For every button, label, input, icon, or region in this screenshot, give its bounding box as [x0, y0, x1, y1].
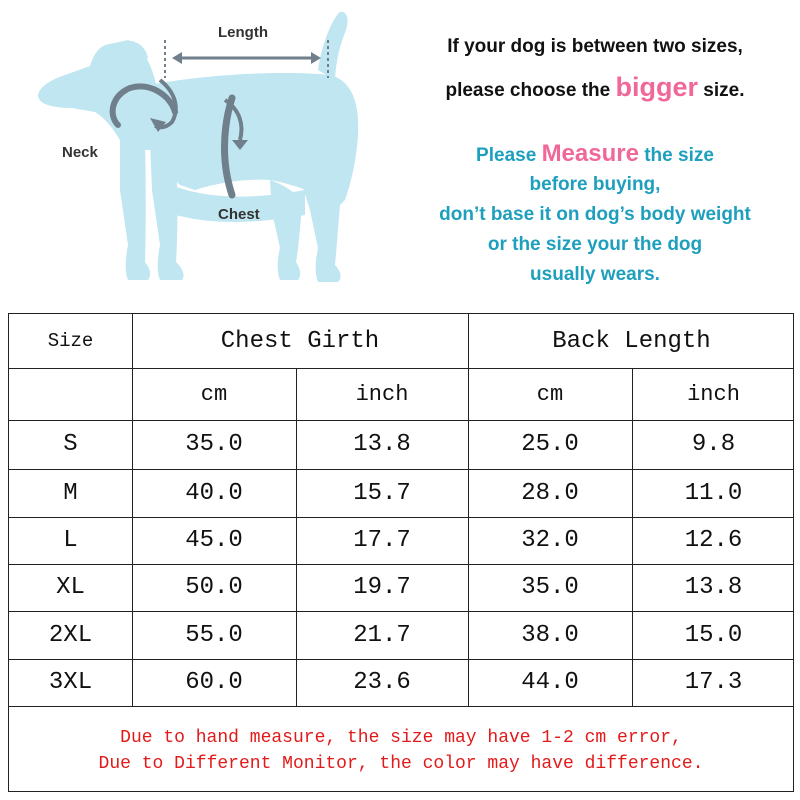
note-line-5: don’t base it on dog’s body weight — [439, 204, 751, 225]
table-row — [9, 469, 793, 517]
chest-inch-cell: 23.6 — [353, 669, 411, 696]
table-header-row — [9, 314, 793, 368]
chest-inch-cell: 17.7 — [353, 527, 411, 554]
table-row — [9, 564, 793, 611]
chest-inch-cell: 19.7 — [353, 574, 411, 601]
table-row — [9, 611, 793, 659]
unit-back-cm: cm — [536, 381, 564, 407]
chest-cm-cell: 45.0 — [185, 527, 243, 554]
chest-cm-cell: 35.0 — [185, 431, 243, 458]
size-cell: S — [63, 431, 78, 458]
back-cm-cell: 32.0 — [521, 527, 579, 554]
note-line-2-pre: please choose the — [445, 80, 611, 101]
length-label: Length — [218, 24, 268, 41]
back-inch-cell: 15.0 — [684, 621, 743, 649]
chest-inch-cell: 21.7 — [353, 621, 411, 649]
note-line-1: If your dog is between two sizes, — [447, 36, 743, 57]
size-cell: 3XL — [48, 669, 93, 696]
chest-inch-cell: 15.7 — [353, 479, 411, 507]
unit-chest-cm: cm — [200, 381, 228, 407]
note-line-3-pre: Please — [476, 145, 537, 166]
header-size: Size — [47, 330, 94, 352]
size-table — [8, 313, 794, 792]
note-line-7: usually wears. — [530, 264, 660, 285]
size-cell: 2XL — [48, 621, 93, 649]
chest-cm-cell: 50.0 — [185, 574, 243, 601]
note-line-3-post: the size — [644, 145, 714, 166]
unit-chest-inch: inch — [355, 381, 409, 407]
unit-back-inch: inch — [687, 381, 740, 407]
chest-cm-cell: 55.0 — [185, 621, 243, 649]
back-inch-cell: 9.8 — [691, 431, 736, 458]
note-line-4: before buying, — [529, 174, 661, 195]
dog-illustration — [0, 0, 390, 300]
table-units-row — [9, 368, 793, 420]
note-highlight-bigger: bigger — [615, 72, 699, 102]
size-cell: M — [63, 479, 78, 507]
note-line-6: or the size your the dog — [487, 234, 703, 255]
dog-measurement-figure — [0, 0, 390, 300]
back-inch-cell: 12.6 — [684, 527, 743, 554]
length-arrow-icon — [165, 40, 328, 78]
chest-inch-cell: 13.8 — [353, 431, 411, 458]
table-row — [9, 420, 793, 469]
size-cell: XL — [56, 574, 85, 601]
table-row — [9, 659, 793, 706]
header-chest-girth: Chest Girth — [220, 327, 380, 355]
note-line-2 — [395, 72, 795, 103]
note-line-2-post: size. — [703, 80, 745, 101]
back-inch-cell: 13.8 — [684, 574, 743, 601]
back-cm-cell: 38.0 — [521, 621, 579, 649]
back-inch-cell: 17.3 — [684, 669, 743, 696]
neck-label: Neck — [62, 144, 98, 161]
chest-cm-cell: 40.0 — [185, 479, 243, 507]
footer-note-line-1: Due to hand measure, the size may have 1-2 cm error, — [120, 728, 682, 748]
size-cell: L — [63, 527, 78, 554]
chest-label: Chest — [218, 206, 260, 223]
footer-note-line-2: Due to Different Monitor, the color may have difference. — [98, 754, 704, 774]
chest-cm-cell: 60.0 — [185, 669, 243, 696]
table-row — [9, 517, 793, 564]
back-cm-cell: 44.0 — [521, 669, 579, 696]
back-cm-cell: 35.0 — [521, 574, 579, 601]
back-cm-cell: 25.0 — [521, 431, 579, 458]
back-cm-cell: 28.0 — [521, 479, 579, 507]
back-inch-cell: 11.0 — [684, 479, 743, 507]
note-highlight-measure: Measure — [541, 140, 639, 167]
note-line-3 — [395, 140, 795, 168]
header-back-length: Back Length — [552, 327, 711, 355]
